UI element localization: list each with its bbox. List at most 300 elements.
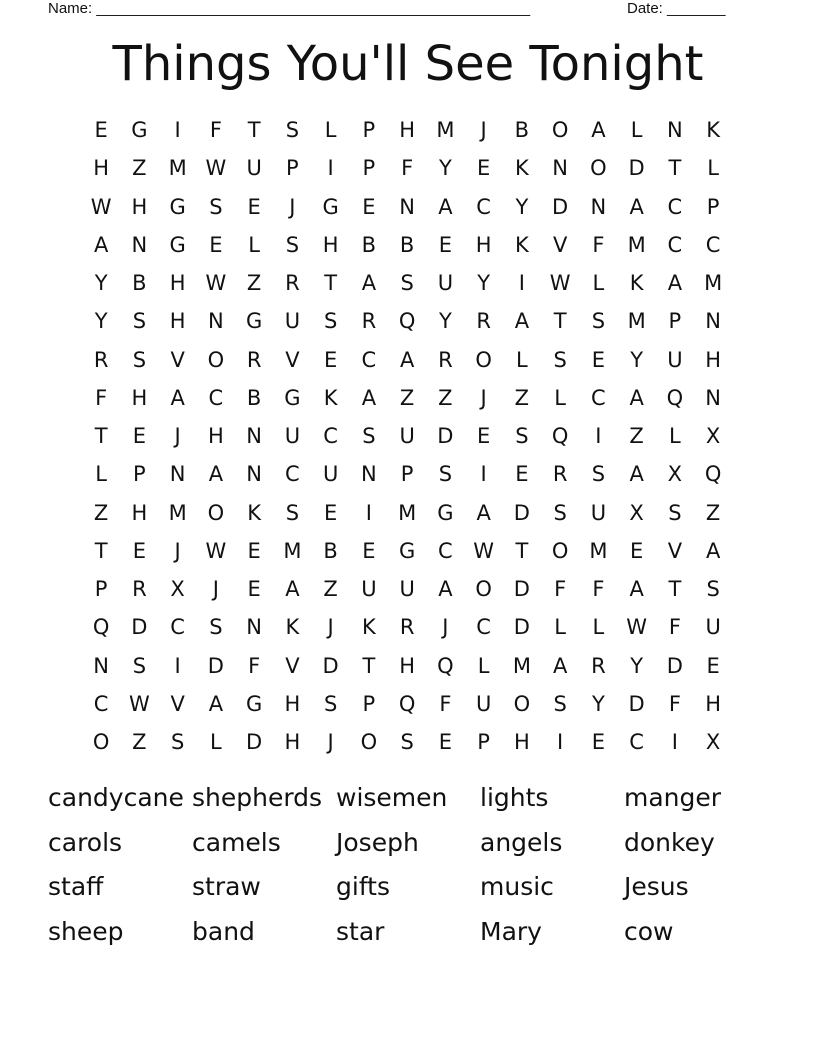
grid-letter[interactable]: G — [398, 538, 416, 563]
grid-letter[interactable]: Q — [92, 615, 110, 640]
grid-letter[interactable]: X — [705, 730, 721, 755]
grid-letter[interactable]: H — [399, 653, 416, 678]
grid-letter[interactable]: L — [95, 462, 107, 487]
grid-letter[interactable]: N — [246, 462, 262, 487]
grid-letter[interactable]: A — [629, 577, 644, 602]
grid-letter[interactable]: R — [399, 615, 415, 640]
grid-letter[interactable]: M — [283, 538, 302, 563]
word-list-item: wisemen — [336, 783, 448, 812]
grid-letter[interactable]: S — [285, 232, 300, 257]
grid-letter[interactable]: K — [514, 156, 529, 181]
grid-letter[interactable]: S — [132, 347, 147, 372]
grid-letter[interactable]: L — [592, 615, 605, 640]
grid-letter[interactable]: H — [169, 271, 186, 296]
word-list-item: music — [480, 872, 554, 901]
grid-letter[interactable]: A — [208, 691, 224, 716]
grid-letter[interactable]: J — [480, 385, 487, 410]
grid-letter[interactable]: S — [285, 118, 300, 143]
grid-letter[interactable]: D — [513, 615, 530, 640]
grid-letter[interactable]: M — [436, 118, 455, 143]
grid-letter[interactable]: H — [131, 500, 148, 525]
grid-letter[interactable]: I — [557, 730, 564, 755]
grid-letter[interactable]: D — [513, 500, 530, 525]
grid-letter[interactable]: S — [209, 615, 223, 640]
grid-letter[interactable]: C — [438, 538, 453, 563]
grid-letter[interactable]: W — [128, 691, 150, 716]
grid-letter[interactable]: Z — [514, 385, 530, 410]
grid-letter[interactable]: I — [327, 156, 334, 181]
grid-letter[interactable]: Y — [477, 271, 491, 296]
grid-letter[interactable]: W — [90, 194, 112, 219]
grid-letter[interactable]: N — [590, 194, 607, 219]
grid-letter[interactable]: E — [94, 118, 108, 143]
grid-letter[interactable]: R — [285, 271, 300, 296]
grid-letter[interactable]: H — [705, 347, 722, 372]
grid-letter[interactable]: B — [399, 232, 415, 257]
grid-letter[interactable]: Y — [438, 156, 452, 181]
grid-letter[interactable]: X — [705, 424, 721, 449]
grid-letter[interactable]: U — [590, 500, 607, 525]
grid-letter[interactable]: S — [400, 730, 414, 755]
grid-letter[interactable]: D — [207, 653, 224, 678]
grid-letter[interactable]: R — [361, 309, 377, 334]
grid-letter[interactable]: K — [285, 615, 300, 640]
grid-letter[interactable]: C — [208, 385, 224, 410]
grid-letter[interactable]: R — [476, 309, 491, 334]
grid-letter[interactable]: N — [246, 615, 262, 640]
grid-letter[interactable]: U — [246, 156, 262, 181]
grid-letter[interactable]: N — [705, 309, 721, 334]
grid-letter[interactable]: Z — [705, 500, 721, 525]
grid-letter[interactable]: D — [437, 424, 454, 449]
grid-letter[interactable]: B — [323, 538, 338, 563]
grid-letter[interactable]: T — [247, 118, 261, 143]
grid-letter[interactable]: M — [704, 271, 723, 296]
grid-letter[interactable]: N — [552, 156, 568, 181]
grid-letter[interactable]: H — [207, 424, 224, 449]
grid-letter[interactable]: L — [210, 730, 222, 755]
grid-letter[interactable]: O — [551, 118, 569, 143]
grid-letter[interactable]: B — [132, 271, 147, 296]
grid-letter[interactable]: D — [628, 156, 645, 181]
grid-letter[interactable]: C — [285, 462, 300, 487]
grid-letter[interactable]: A — [93, 232, 109, 257]
grid-letter[interactable]: H — [131, 194, 148, 219]
grid-letter[interactable]: T — [94, 424, 108, 449]
grid-letter[interactable]: Q — [666, 385, 684, 410]
grid-letter[interactable]: I — [518, 271, 525, 296]
grid-letter[interactable]: P — [94, 577, 108, 602]
grid-letter[interactable]: K — [629, 271, 644, 296]
grid-letter[interactable]: C — [361, 347, 377, 372]
grid-letter[interactable]: G — [169, 194, 186, 219]
grid-letter[interactable]: M — [512, 653, 531, 678]
grid-letter[interactable]: D — [513, 577, 530, 602]
grid-letter[interactable]: Q — [437, 653, 454, 678]
grid-letter[interactable]: Y — [630, 347, 644, 372]
grid-letter[interactable]: B — [514, 118, 530, 143]
grid-letter[interactable]: J — [212, 577, 219, 602]
grid-letter[interactable]: X — [629, 500, 644, 525]
grid-letter[interactable]: A — [399, 347, 415, 372]
grid-letter[interactable]: R — [93, 347, 109, 372]
grid-letter[interactable]: I — [174, 118, 181, 143]
grid-letter[interactable]: D — [131, 615, 148, 640]
grid-letter[interactable]: H — [284, 730, 301, 755]
grid-letter[interactable]: C — [93, 691, 109, 716]
grid-letter[interactable]: W — [626, 615, 647, 640]
grid-letter[interactable]: G — [437, 500, 454, 525]
grid-letter[interactable]: Q — [704, 462, 722, 487]
grid-letter[interactable]: P — [362, 118, 376, 143]
grid-letter[interactable]: Z — [438, 385, 453, 410]
grid-letter[interactable]: C — [591, 385, 606, 410]
grid-letter[interactable]: S — [209, 194, 223, 219]
grid-letter[interactable]: P — [668, 309, 682, 334]
grid-letter[interactable]: Q — [551, 424, 569, 449]
grid-letter[interactable]: E — [362, 194, 376, 219]
grid-letter[interactable]: A — [438, 194, 453, 219]
name-field[interactable]: Name: ____________________________________________________ — [48, 0, 531, 17]
grid-letter[interactable]: H — [131, 385, 148, 410]
grid-letter[interactable]: A — [591, 118, 606, 143]
grid-letter[interactable]: E — [629, 538, 644, 563]
grid-letter[interactable]: Y — [630, 653, 644, 678]
grid-letter[interactable]: R — [591, 653, 606, 678]
grid-letter[interactable]: H — [705, 691, 722, 716]
grid-letter[interactable]: N — [705, 385, 721, 410]
grid-letter[interactable]: T — [515, 538, 529, 563]
grid-letter[interactable]: C — [629, 730, 644, 755]
grid-letter[interactable]: J — [174, 424, 181, 449]
grid-letter[interactable]: D — [628, 691, 645, 716]
grid-letter[interactable]: F — [209, 118, 222, 143]
grid-letter[interactable]: L — [669, 424, 681, 449]
grid-letter[interactable]: F — [95, 385, 108, 410]
grid-letter[interactable]: D — [552, 194, 569, 219]
grid-letter[interactable]: C — [170, 615, 185, 640]
grid-letter[interactable]: P — [400, 462, 414, 487]
grid-letter[interactable]: R — [132, 577, 147, 602]
grid-letter[interactable]: E — [438, 730, 453, 755]
grid-letter[interactable]: H — [284, 691, 301, 716]
grid-letter[interactable]: S — [553, 691, 567, 716]
grid-letter[interactable]: F — [248, 653, 261, 678]
grid-letter[interactable]: L — [707, 156, 719, 181]
letter-grid — [82, 111, 732, 761]
grid-letter[interactable]: E — [323, 500, 338, 525]
grid-letter[interactable]: R — [246, 347, 262, 372]
grid-letter[interactable]: C — [667, 194, 683, 219]
grid-letter[interactable]: S — [170, 730, 185, 755]
grid-letter[interactable]: G — [245, 691, 263, 716]
grid-letter[interactable]: S — [323, 691, 338, 716]
grid-letter[interactable]: P — [706, 194, 720, 219]
grid-letter[interactable]: U — [437, 271, 454, 296]
grid-letter[interactable]: T — [668, 156, 682, 181]
grid-letter[interactable]: L — [554, 615, 566, 640]
grid-letter[interactable]: M — [627, 232, 646, 257]
grid-letter[interactable]: U — [284, 424, 301, 449]
grid-letter[interactable]: X — [667, 462, 683, 487]
grid-letter[interactable]: E — [132, 424, 147, 449]
grid-letter[interactable]: W — [205, 156, 227, 181]
grid-letter[interactable]: E — [706, 653, 720, 678]
grid-letter[interactable]: Q — [398, 309, 416, 334]
grid-letter[interactable]: C — [476, 615, 491, 640]
grid-letter[interactable]: A — [629, 385, 644, 410]
grid-letter[interactable]: F — [401, 156, 414, 181]
grid-letter[interactable]: Z — [629, 424, 644, 449]
grid-letter[interactable]: A — [361, 385, 377, 410]
grid-letter[interactable]: Z — [246, 271, 262, 296]
grid-letter[interactable]: U — [399, 577, 415, 602]
grid-letter[interactable]: O — [360, 730, 378, 755]
grid-letter[interactable]: H — [322, 232, 339, 257]
grid-letter[interactable]: U — [475, 691, 492, 716]
grid-letter[interactable]: A — [552, 653, 568, 678]
grid-letter[interactable]: Y — [94, 309, 108, 334]
grid-letter[interactable]: Y — [515, 194, 529, 219]
grid-letter[interactable]: A — [361, 271, 377, 296]
grid-letter[interactable]: H — [93, 156, 110, 181]
grid-letter[interactable]: O — [207, 347, 225, 372]
grid-letter[interactable]: G — [169, 232, 186, 257]
grid-letter[interactable]: A — [208, 462, 224, 487]
grid-letter[interactable]: J — [442, 615, 449, 640]
grid-letter[interactable]: H — [399, 118, 416, 143]
grid-letter[interactable]: N — [208, 309, 224, 334]
grid-letter[interactable]: P — [133, 462, 146, 487]
grid-letter[interactable]: E — [515, 462, 529, 487]
grid-letter[interactable]: E — [247, 538, 261, 563]
grid-letter[interactable]: I — [595, 424, 602, 449]
grid-letter[interactable]: H — [475, 232, 492, 257]
grid-letter[interactable]: Z — [132, 156, 147, 181]
grid-letter[interactable]: K — [323, 385, 338, 410]
grid-letter[interactable]: T — [668, 577, 682, 602]
grid-letter[interactable]: E — [438, 232, 453, 257]
grid-letter[interactable]: S — [323, 309, 338, 334]
grid-letter[interactable]: E — [132, 538, 147, 563]
grid-letter[interactable]: H — [513, 730, 530, 755]
grid-letter[interactable]: P — [362, 156, 376, 181]
grid-letter[interactable]: S — [438, 462, 453, 487]
grid-letter[interactable]: L — [630, 118, 643, 143]
grid-letter[interactable]: D — [246, 730, 263, 755]
grid-letter[interactable]: E — [323, 347, 338, 372]
grid-letter[interactable]: N — [246, 424, 262, 449]
grid-letter[interactable]: O — [475, 347, 492, 372]
grid-letter[interactable]: R — [552, 462, 568, 487]
grid-letter[interactable]: S — [362, 424, 376, 449]
grid-letter[interactable]: W — [549, 271, 571, 296]
grid-letter[interactable]: V — [285, 347, 300, 372]
grid-letter[interactable]: O — [551, 538, 569, 563]
grid-letter[interactable]: C — [667, 232, 683, 257]
grid-letter[interactable]: T — [94, 538, 108, 563]
grid-letter[interactable]: I — [174, 653, 181, 678]
grid-letter[interactable]: M — [168, 500, 187, 525]
grid-letter[interactable]: P — [477, 730, 490, 755]
grid-letter[interactable]: F — [592, 232, 605, 257]
grid-letter[interactable]: G — [284, 385, 301, 410]
word-list-item: staff — [48, 872, 104, 901]
grid-letter[interactable]: G — [131, 118, 148, 143]
grid-letter[interactable]: N — [93, 653, 109, 678]
grid-letter[interactable]: E — [591, 347, 606, 372]
grid-letter[interactable]: N — [131, 232, 148, 257]
grid-letter[interactable]: V — [170, 347, 185, 372]
grid-letter[interactable]: S — [285, 500, 300, 525]
grid-letter[interactable]: A — [629, 194, 644, 219]
grid-letter[interactable]: A — [170, 385, 185, 410]
grid-letter[interactable]: S — [553, 347, 567, 372]
grid-letter[interactable]: U — [322, 462, 339, 487]
grid-letter[interactable]: P — [286, 156, 299, 181]
grid-letter[interactable]: A — [514, 309, 530, 334]
grid-letter[interactable]: N — [667, 118, 683, 143]
grid-letter[interactable]: H — [169, 309, 186, 334]
grid-letter[interactable]: F — [554, 577, 567, 602]
grid-letter[interactable]: S — [668, 500, 682, 525]
grid-letter[interactable]: G — [322, 194, 339, 219]
grid-letter[interactable]: Y — [94, 271, 108, 296]
grid-letter[interactable]: Z — [93, 500, 109, 525]
grid-letter[interactable]: L — [324, 118, 337, 143]
grid-letter[interactable]: V — [667, 538, 683, 563]
grid-letter[interactable]: L — [554, 385, 566, 410]
grid-letter[interactable]: M — [627, 309, 646, 334]
grid-letter[interactable]: L — [477, 653, 490, 678]
grid-letter[interactable]: F — [668, 615, 681, 640]
grid-letter[interactable]: W — [205, 538, 227, 563]
grid-letter[interactable]: W — [205, 271, 227, 296]
grid-letter[interactable]: E — [247, 194, 261, 219]
grid-letter[interactable]: L — [516, 347, 528, 372]
grid-letter[interactable]: Y — [591, 691, 605, 716]
grid-letter[interactable]: L — [248, 232, 260, 257]
grid-letter[interactable]: I — [480, 462, 487, 487]
word-list-item: Mary — [480, 916, 542, 946]
word-list-item: lights — [480, 783, 549, 812]
grid-letter[interactable]: E — [591, 730, 606, 755]
grid-letter[interactable]: I — [671, 730, 678, 755]
grid-letter[interactable]: S — [132, 653, 147, 678]
grid-letter[interactable]: K — [514, 232, 529, 257]
grid-letter[interactable]: D — [666, 653, 683, 678]
grid-letter[interactable]: P — [362, 691, 376, 716]
grid-letter[interactable]: N — [169, 462, 186, 487]
grid-letter[interactable]: Z — [399, 385, 415, 410]
grid-letter[interactable]: U — [667, 347, 683, 372]
grid-letter[interactable]: S — [591, 309, 606, 334]
grid-letter[interactable]: K — [247, 500, 262, 525]
grid-letter[interactable]: S — [400, 271, 414, 296]
word-list-item: candycane — [48, 783, 184, 812]
grid-letter[interactable]: C — [705, 232, 721, 257]
grid-letter[interactable]: D — [322, 653, 339, 678]
grid-letter[interactable]: B — [361, 232, 377, 257]
grid-letter[interactable]: E — [476, 424, 491, 449]
grid-letter[interactable]: E — [247, 577, 261, 602]
grid-letter[interactable]: O — [513, 691, 531, 716]
grid-letter[interactable]: C — [323, 424, 338, 449]
grid-letter[interactable]: T — [553, 309, 567, 334]
grid-letter[interactable]: E — [362, 538, 376, 563]
word-list-item: shepherds — [192, 783, 323, 812]
grid-letter[interactable]: F — [668, 691, 681, 716]
grid-letter[interactable]: J — [327, 615, 334, 640]
grid-letter[interactable]: O — [207, 500, 225, 525]
grid-letter[interactable]: A — [438, 577, 453, 602]
grid-letter[interactable]: N — [399, 194, 415, 219]
grid-letter[interactable]: A — [705, 538, 721, 563]
grid-letter[interactable]: J — [480, 118, 487, 143]
grid-letter[interactable]: S — [591, 462, 606, 487]
grid-letter[interactable]: A — [476, 500, 491, 525]
grid-letter[interactable]: U — [284, 309, 301, 334]
grid-letter[interactable]: S — [553, 500, 567, 525]
grid-letter[interactable]: O — [475, 577, 492, 602]
grid-letter[interactable]: I — [365, 500, 372, 525]
grid-letter[interactable]: R — [438, 347, 453, 372]
grid-letter[interactable]: Q — [398, 691, 416, 716]
grid-letter[interactable]: E — [476, 156, 491, 181]
grid-letter[interactable]: J — [327, 730, 334, 755]
grid-letter[interactable]: Z — [132, 730, 147, 755]
grid-letter[interactable]: V — [552, 232, 568, 257]
grid-letter[interactable]: C — [476, 194, 491, 219]
grid-letter[interactable]: U — [399, 424, 415, 449]
grid-letter[interactable]: V — [170, 691, 185, 716]
grid-letter[interactable]: W — [473, 538, 494, 563]
grid-letter[interactable]: Z — [323, 577, 338, 602]
grid-letter[interactable]: M — [398, 500, 417, 525]
grid-letter[interactable]: S — [515, 424, 529, 449]
grid-letter[interactable]: O — [92, 730, 110, 755]
grid-letter[interactable]: S — [132, 309, 147, 334]
word-list-item: straw — [192, 872, 261, 901]
grid-letter[interactable]: N — [361, 462, 377, 487]
grid-letter[interactable]: G — [245, 309, 263, 334]
grid-letter[interactable]: V — [285, 653, 300, 678]
grid-letter[interactable]: F — [592, 577, 605, 602]
grid-letter[interactable]: S — [706, 577, 720, 602]
grid-letter[interactable]: K — [706, 118, 721, 143]
grid-letter[interactable]: O — [590, 156, 607, 181]
grid-letter[interactable]: A — [629, 462, 644, 487]
grid-letter[interactable]: Y — [438, 309, 452, 334]
date-field[interactable]: Date: _______ — [627, 0, 726, 17]
grid-letter[interactable]: A — [667, 271, 683, 296]
grid-letter[interactable]: E — [209, 232, 223, 257]
grid-letter[interactable]: F — [439, 691, 452, 716]
grid-letter[interactable]: J — [174, 538, 181, 563]
grid-letter[interactable]: U — [705, 615, 721, 640]
grid-letter[interactable]: A — [285, 577, 300, 602]
grid-letter[interactable]: B — [246, 385, 262, 410]
grid-letter[interactable]: U — [361, 577, 377, 602]
grid-letter[interactable]: T — [324, 271, 338, 296]
grid-letter[interactable]: X — [170, 577, 185, 602]
grid-letter[interactable]: T — [362, 653, 376, 678]
grid-letter[interactable]: L — [592, 271, 605, 296]
grid-letter[interactable]: M — [589, 538, 608, 563]
grid-letter[interactable]: M — [168, 156, 187, 181]
grid-letter[interactable]: K — [361, 615, 376, 640]
grid-letter[interactable]: J — [289, 194, 296, 219]
